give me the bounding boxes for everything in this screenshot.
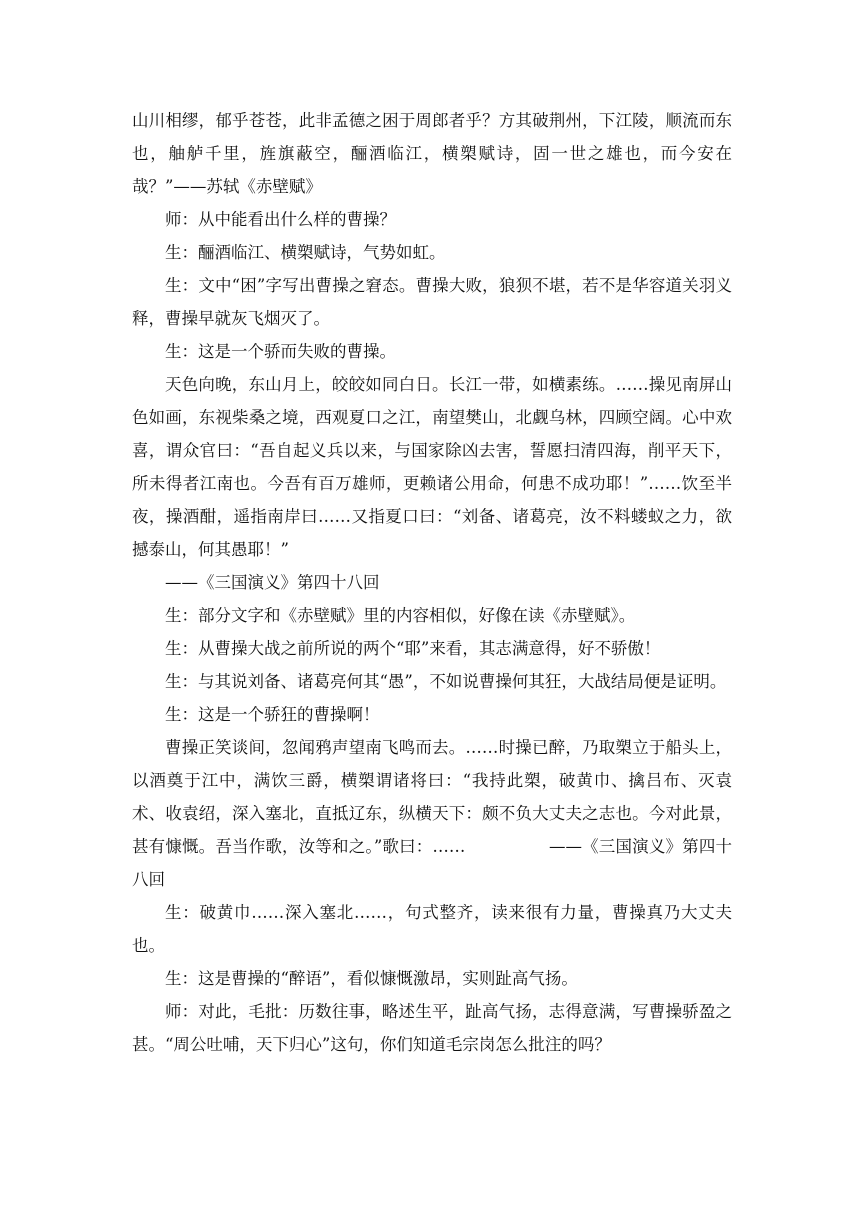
text-paragraph-1: 山川相缪，郁乎苍苍，此非孟德之困于周郎者乎？方其破荆州，下江陵，顺流而东也，舳舻千里，旌旗蔽空，酾酒临江，横槊赋诗，固一世之雄也，而今安在哉？”——苏轼《赤壁赋》: [132, 111, 732, 196]
document-page: [132, 104, 732, 1061]
text-paragraph-4: 生：文中“困”字写出曹操之窘态。曹操大败，狼狈不堪，若不是华容道关羽义释，曹操早就灰飞烟灭了。: [132, 276, 732, 328]
text-paragraph-10: 生：破黄巾……深入塞北……，句式整齐，读来很有力量，曹操真乃大丈夫也。: [132, 903, 732, 955]
quote-paragraph-2: 曹操正笑谈间，忽闻鸦声望南飞鸣而去。……时操已醉，乃取槊立于船头上，以酒奠于江中，满饮三爵，横槊谓诸将曰：“我持此槊，破黄巾、擒吕布、灭袁术、收袁绍，深入塞北，直抵辽东，纵横天下：颇不负大丈夫之志也。今对此景，甚有慷慨。吾当作歌，汝等和之。”歌曰：…… ——《三国演义》第四十八回: [132, 738, 732, 889]
text-paragraph-9: 生：这是一个骄狂的曹操啊！: [165, 705, 380, 724]
text-paragraph-5: 生：这是一个骄而失败的曹操。: [165, 342, 396, 361]
text-paragraph-7: 生：从曹操大战之前所说的两个“耶”来看，其志满意得，好不骄傲！: [165, 639, 661, 658]
text-paragraph-12: 师：对此，毛批：历数往事，略述生平，趾高气扬，志得意满，写曹操骄盈之甚。“周公吐哺，天下归心”这句，你们知道毛宗岗怎么批注的吗？: [132, 1002, 732, 1054]
quote-paragraph-1: 天色向晚，东山月上，皎皎如同白日。长江一带，如横素练。……操见南屏山色如画，东视柴桑之境，西观夏口之江，南望樊山，北觑乌林，四顾空阔。心中欢喜，谓众官曰：“吾自起义兵以来，与国家除凶去害，誓愿扫清四海，削平天下，所未得者江南也。今吾有百万雄师，更赖诸公用命，何患不成功耶！”……饮至半夜，操酒酣，遥指南岸曰……又指夏口曰：“刘备、诸葛亮，汝不料蝼蚁之力，欲撼泰山，何其愚耶！”: [132, 375, 732, 559]
text-paragraph-11: 生：这是曹操的“醉语”，看似慷慨激昂，实则趾高气扬。: [165, 969, 578, 988]
text-paragraph-6: 生：部分文字和《赤壁赋》里的内容相似，好像在读《赤壁赋》。: [165, 606, 636, 625]
text-paragraph-8: 生：与其说刘备、诸葛亮何其“愚”，不如说曹操何其狂，大战结局便是证明。: [165, 672, 727, 691]
text-paragraph-2: 师：从中能看出什么样的曹操？: [165, 210, 396, 229]
citation-line-1: ——《三国演义》第四十八回: [165, 573, 380, 592]
text-paragraph-3: 生：酾酒临江、横槊赋诗，气势如虹。: [165, 243, 446, 262]
